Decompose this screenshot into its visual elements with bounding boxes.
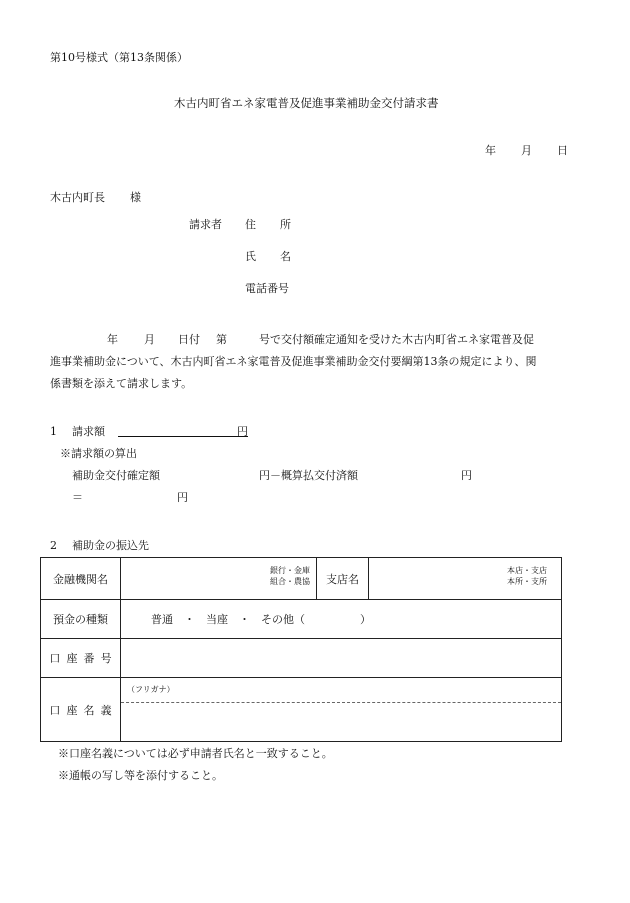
claim-amount-yen: 円 [237, 425, 248, 438]
bank-types-1: 銀行・金庫 [270, 566, 310, 575]
body-line1-rest: 号で交付額確定通知を受けた木古内町省エネ家電普及促 [259, 333, 534, 346]
section1-number: 1 [50, 425, 57, 438]
date-month-label: 月 [521, 144, 532, 157]
account-number-label: 口座番号 [49, 652, 118, 665]
branch-name-field[interactable] [369, 558, 562, 600]
section2-number: 2 [50, 539, 57, 552]
note-passbook-copy: ※通帳の写し等を添付すること。 [58, 769, 223, 782]
addressee-honorific: 様 [130, 191, 141, 204]
calc-heading: ※請求額の算出 [60, 447, 137, 460]
body-month: 月 [144, 333, 155, 346]
address-label-1: 住 [245, 218, 256, 231]
addressee-name: 木古内町長 [50, 191, 105, 204]
account-name-field[interactable] [121, 678, 562, 742]
date-day-label: 日 [557, 144, 568, 157]
equals-sign: ＝ [72, 491, 83, 504]
account-type-label: 預金の種類 [41, 600, 121, 639]
bank-name-field[interactable] [121, 558, 317, 600]
claim-amount-underline [118, 436, 248, 437]
branch-types-1: 本店・支店 [507, 566, 547, 575]
account-name-label: 口座名義 [49, 703, 118, 717]
bank-types-2: 組合・農協 [270, 576, 310, 586]
result-yen: 円 [177, 491, 188, 504]
name-label-1: 氏 [245, 250, 256, 263]
confirmed-amount-label: 補助金交付確定額 [72, 469, 160, 482]
section1-heading: 請求額 [72, 425, 105, 438]
account-type-options[interactable]: 普通 ・ 当座 ・ その他（ ） [121, 600, 562, 639]
branch-types-2: 本所・支所 [507, 576, 547, 586]
minus-advance-label: 円－概算払交付済額 [259, 469, 358, 482]
branch-name-label: 支店名 [317, 558, 369, 600]
bank-transfer-table [40, 557, 562, 742]
account-name-row [41, 678, 562, 742]
claimant-label: 請求者 [189, 218, 222, 231]
body-dated: 日付 [178, 333, 200, 346]
phone-label: 電話番号 [245, 282, 289, 295]
furigana-label: （フリガナ） [127, 685, 175, 694]
name-label-2: 名 [280, 250, 291, 263]
body-year: 年 [107, 333, 118, 346]
form-number: 第10号様式（第13条関係） [50, 51, 188, 64]
bank-row [41, 558, 562, 600]
address-label-2: 所 [280, 218, 291, 231]
page-title: 木古内町省エネ家電普及促進事業補助金交付請求書 [174, 96, 439, 110]
date-year-label: 年 [485, 144, 496, 157]
bank-name-label: 金融機関名 [41, 558, 121, 600]
furigana-divider [121, 702, 561, 703]
account-type-row [41, 600, 562, 639]
body-line3: 係書類を添えて請求します。 [50, 377, 193, 390]
body-number-prefix: 第 [216, 333, 227, 346]
account-number-field[interactable] [121, 639, 562, 678]
section2-heading: 補助金の振込先 [72, 539, 149, 552]
note-account-name: ※口座名義については必ず申請者氏名と一致すること。 [58, 747, 333, 760]
account-number-row [41, 639, 562, 678]
advance-yen: 円 [461, 469, 472, 482]
body-line2: 進事業補助金について、木古内町省エネ家電普及促進事業補助金交付要綱第13条の規定により、関 [50, 355, 537, 368]
